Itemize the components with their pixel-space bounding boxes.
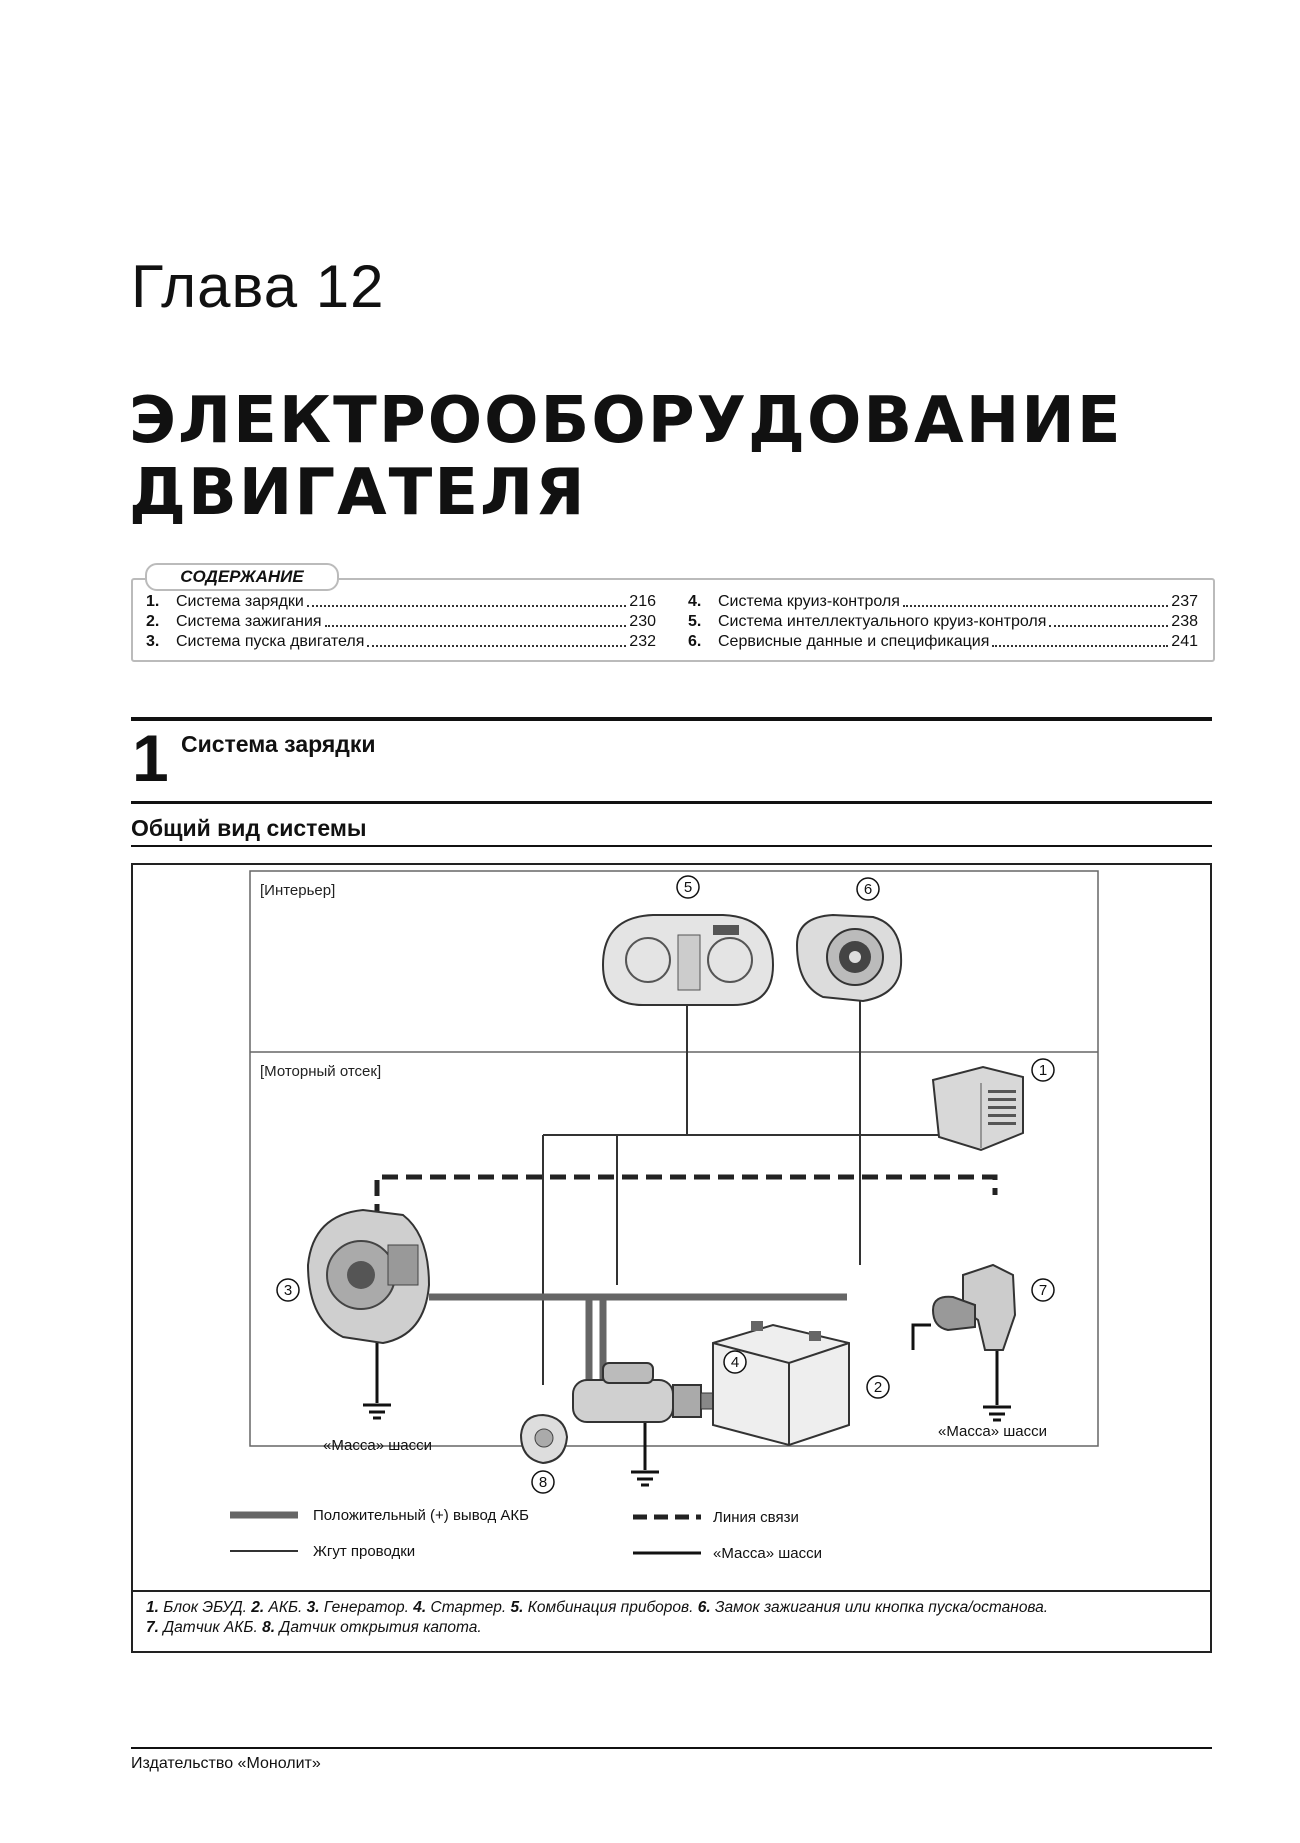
toc-entry[interactable]: [146, 612, 656, 632]
ground-symbol: [363, 1405, 391, 1418]
toc-leader: [1049, 612, 1168, 627]
section-number: 1: [132, 721, 169, 795]
callout-4: [724, 1351, 746, 1373]
caption-item-number: 8.: [262, 1619, 276, 1636]
caption-item-number: 6.: [697, 1599, 711, 1616]
callout-8: [532, 1471, 554, 1493]
callout-label: 3: [283, 1282, 293, 1299]
ground-right-label: «Масса» шасси: [938, 1423, 1047, 1440]
caption-item-number: 7.: [146, 1619, 159, 1636]
legend: [230, 1507, 822, 1562]
section-rule: [131, 717, 1212, 721]
caption-item-text: Датчик АКБ.: [163, 1619, 258, 1636]
comm-line: [377, 1177, 995, 1220]
callout-6: [857, 878, 879, 900]
caption-item-number: 3.: [306, 1599, 320, 1616]
ground-symbol: [983, 1407, 1011, 1420]
alternator-icon: [308, 1210, 429, 1343]
caption-item-number: 1.: [146, 1599, 159, 1616]
toc-leader: [992, 632, 1168, 647]
toc-entry-number: 5.: [688, 613, 702, 630]
callout-label: 1: [1038, 1062, 1048, 1079]
section-title: Система зарядки: [181, 731, 376, 757]
toc-entry-number: 4.: [688, 593, 702, 610]
toc-entry[interactable]: [146, 632, 656, 652]
toc-entry-page: 232: [629, 633, 656, 650]
instrument-cluster-icon: [603, 915, 773, 1005]
callout-label: 8: [538, 1474, 548, 1491]
callout-label: 6: [863, 881, 873, 898]
battery-sensor-icon: [933, 1265, 1015, 1350]
caption-item-text: Комбинация приборов.: [527, 1599, 694, 1616]
caption-item-number: 4.: [413, 1599, 427, 1616]
toc-heading: СОДЕРЖАНИЕ: [145, 563, 339, 591]
toc-leader: [903, 592, 1168, 607]
caption-item-text: Датчик открытия капота.: [279, 1619, 482, 1636]
toc-leader: [307, 592, 627, 607]
caption-item-text: Генератор.: [323, 1599, 409, 1616]
callout-label: 7: [1038, 1282, 1048, 1299]
caption-separator: [131, 1590, 1212, 1592]
hood-switch-icon: [521, 1415, 567, 1463]
toc-entry[interactable]: [688, 612, 1198, 632]
toc-entry-number: 6.: [688, 633, 702, 650]
figure-caption: [146, 1598, 1206, 1638]
chapter-title-line-1: ЭЛЕКТРООБОРУДОВАНИЕ: [129, 384, 1123, 458]
toc-entry[interactable]: [688, 592, 1198, 612]
chapter-title-line-2: ДВИГАТЕЛЯ: [129, 456, 587, 530]
toc-entry[interactable]: [146, 592, 656, 612]
toc-entry-label: Система пуска двигателя: [176, 633, 365, 650]
system-diagram-frame: [131, 863, 1212, 1653]
toc-leader: [367, 632, 626, 647]
legend-positive-label: Положительный (+) вывод АКБ: [313, 1507, 530, 1524]
toc-entry-page: 241: [1171, 633, 1198, 650]
caption-item-text: Стартер.: [430, 1599, 507, 1616]
chapter-title: [129, 385, 1123, 529]
caption-item-text: Блок ЭБУД.: [163, 1599, 247, 1616]
subheading-rule: [131, 845, 1212, 847]
legend-comm-label: Линия связи: [713, 1509, 799, 1526]
ground-symbol: [631, 1472, 659, 1485]
battery-icon: [713, 1321, 849, 1445]
toc-entry-label: Система зарядки: [176, 593, 304, 610]
toc-entry-label: Система интеллектуального круиз-контроля: [718, 613, 1047, 630]
toc-column-right: [688, 592, 1198, 652]
section-rule-bottom: [131, 801, 1212, 804]
publisher-footer: Издательство «Монолит»: [131, 1755, 321, 1772]
callout-label: 5: [683, 879, 693, 896]
callout-3: [277, 1279, 299, 1301]
toc-entry-label: Сервисные данные и спецификация: [718, 633, 990, 650]
callout-7: [1032, 1279, 1054, 1301]
toc-entry-number: 1.: [146, 593, 160, 610]
caption-item-text: Замок зажигания или кнопка пуска/останова.: [714, 1599, 1049, 1616]
callout-1: [1032, 1059, 1054, 1081]
caption-item-text: АКБ.: [268, 1599, 303, 1616]
engine-zone-label: [Моторный отсек]: [260, 1063, 382, 1080]
toc-entry-page: 216: [629, 593, 656, 610]
legend-harness-label: Жгут проводки: [313, 1543, 416, 1560]
chapter-label: Глава 12: [131, 253, 385, 320]
toc-entry-label: Система круиз-контроля: [718, 593, 900, 610]
legend-ground-label: «Масса» шасси: [713, 1545, 822, 1562]
interior-zone-label: [Интерьер]: [260, 882, 336, 899]
system-diagram: [133, 865, 1214, 1655]
starter-icon: [573, 1363, 715, 1422]
toc-entry-page: 238: [1171, 613, 1198, 630]
toc-entry-label: Система зажигания: [176, 613, 322, 630]
callout-2: [867, 1376, 889, 1398]
toc-entry-number: 2.: [146, 613, 160, 630]
ignition-switch-icon: [797, 915, 901, 1001]
subheading: Общий вид системы: [131, 815, 367, 841]
toc-entry-page: 237: [1171, 593, 1198, 610]
ecu-icon: [933, 1067, 1023, 1150]
callout-label: 4: [730, 1354, 740, 1371]
toc-entry-page: 230: [629, 613, 656, 630]
footer-rule: [131, 1747, 1212, 1749]
toc-entry-number: 3.: [146, 633, 160, 650]
ground-left-label: «Масса» шасси: [323, 1437, 432, 1454]
callout-5: [677, 876, 699, 898]
toc-column-left: [146, 592, 656, 652]
callout-label: 2: [873, 1379, 883, 1396]
caption-item-number: 5.: [510, 1599, 524, 1616]
caption-item-number: 2.: [251, 1599, 265, 1616]
toc-entry[interactable]: [688, 632, 1198, 652]
toc-leader: [325, 612, 627, 627]
